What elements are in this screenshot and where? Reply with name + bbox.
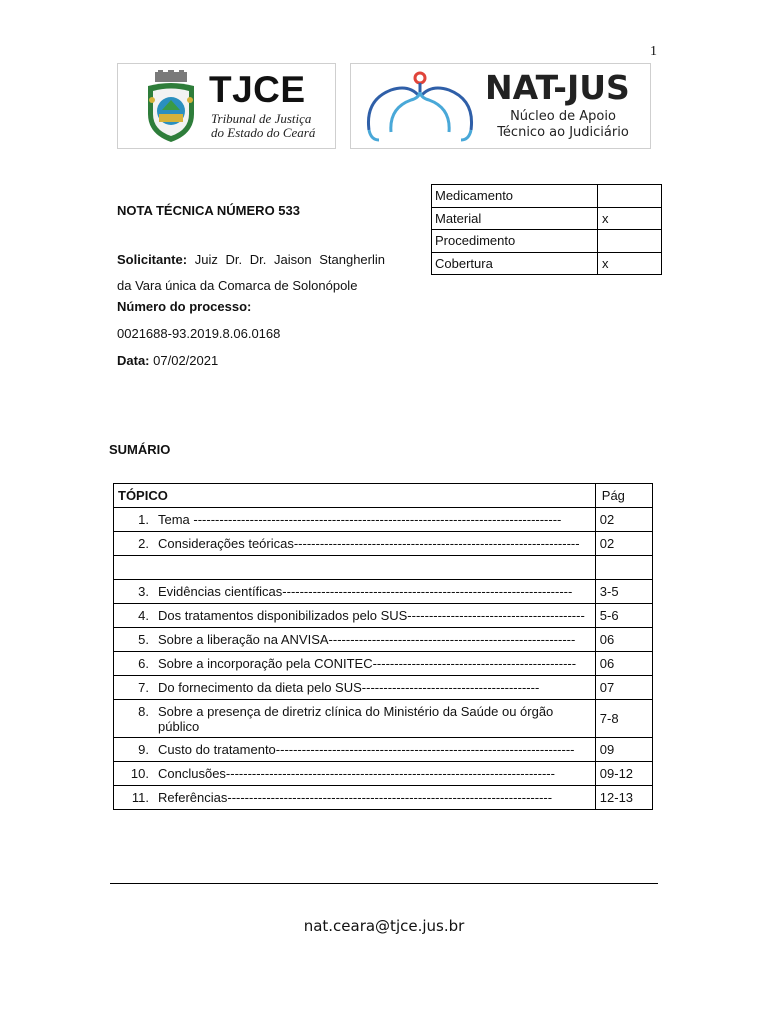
topic-page bbox=[595, 556, 652, 580]
topic-page: 09-12 bbox=[595, 762, 652, 786]
solicitante bbox=[117, 247, 385, 299]
topic-text: Conclusões---------------------------------------------------------------------------- bbox=[158, 766, 555, 781]
document-title: NOTA TÉCNICA NÚMERO 533 bbox=[117, 203, 300, 218]
topic-number: 4. bbox=[138, 608, 149, 623]
sumario-title: SUMÁRIO bbox=[109, 442, 171, 457]
table-row bbox=[114, 604, 653, 628]
category-label: Material bbox=[432, 207, 598, 230]
processo-value: 0021688-93.2019.8.06.0168 bbox=[117, 326, 281, 341]
topic-number: 11. bbox=[131, 790, 149, 805]
table-row bbox=[114, 676, 653, 700]
topic-text: Referências--------------------------------------------------------------------------- bbox=[158, 790, 553, 805]
ceara-coat-of-arms-icon bbox=[142, 70, 200, 144]
tjce-logo-subtitle-1: Tribunal de Justiça bbox=[211, 111, 312, 126]
topic-number: 8. bbox=[138, 703, 149, 719]
processo-label: Número do processo: bbox=[117, 299, 252, 314]
topic-text: Considerações teóricas------------------------------------------------------------------ bbox=[158, 536, 580, 551]
footer-email: nat.ceara@tjce.jus.br bbox=[303, 917, 465, 935]
topic-number: 7. bbox=[138, 680, 149, 695]
tjce-logo-name: TJCE bbox=[209, 69, 306, 110]
topic-page: 5-6 bbox=[595, 604, 652, 628]
topic-text: Custo do tratamento--------------------------------------------------------------------- bbox=[158, 742, 575, 757]
category-mark bbox=[598, 185, 662, 208]
topic-page: 3-5 bbox=[595, 580, 652, 604]
topic-page: 06 bbox=[595, 652, 652, 676]
topic-text: Dos tratamentos disponibilizados pelo SUS----------------------------------------- bbox=[158, 608, 585, 623]
category-label: Medicamento bbox=[432, 185, 598, 208]
stethoscope-icon bbox=[361, 70, 479, 144]
topic-text: Evidências científicas------------------------------------------------------------------- bbox=[158, 584, 573, 599]
date-label: Data: bbox=[117, 353, 150, 368]
topic-text: Sobre a presença de diretriz clínica do Ministério da Saúde ou órgão público bbox=[158, 703, 554, 734]
page-number: 1 bbox=[650, 44, 657, 59]
table-row bbox=[114, 738, 653, 762]
sumario-header-page: Pág bbox=[595, 484, 652, 508]
nat-jus-logo-subtitle-1: Núcleo de Apoio bbox=[510, 109, 616, 124]
category-row bbox=[432, 252, 662, 275]
topic-page: 02 bbox=[595, 508, 652, 532]
category-row bbox=[432, 230, 662, 253]
solicitante-value-1: Juiz Dr. Dr. Jaison Stangherlin bbox=[194, 252, 385, 267]
table-row bbox=[114, 652, 653, 676]
topic-number: 5. bbox=[138, 632, 149, 647]
topic-number: 10. bbox=[130, 766, 149, 781]
topic-number: 3. bbox=[138, 584, 149, 599]
topic-text: Tema ------------------------------------------------------------------------------------- bbox=[158, 512, 562, 527]
category-row bbox=[432, 185, 662, 208]
category-label: Procedimento bbox=[432, 230, 598, 253]
topic-number: 6. bbox=[138, 656, 149, 671]
topic-page: 06 bbox=[595, 628, 652, 652]
solicitante-label: Solicitante: bbox=[117, 252, 188, 267]
tjce-logo-subtitle-2: do Estado do Ceará bbox=[211, 125, 316, 140]
table-row bbox=[114, 762, 653, 786]
category-table bbox=[431, 184, 662, 275]
sumario-header-row bbox=[114, 484, 653, 508]
nat-jus-logo-name: NAT-JUS bbox=[485, 68, 630, 107]
topic-number: 1. bbox=[138, 512, 149, 527]
sumario-header-topic: TÓPICO bbox=[114, 484, 596, 508]
date-value: 07/02/2021 bbox=[153, 353, 219, 368]
document-date bbox=[117, 353, 385, 369]
table-row bbox=[114, 628, 653, 652]
topic-page: 7-8 bbox=[595, 700, 652, 738]
category-mark: x bbox=[598, 252, 662, 275]
topic-text: Sobre a liberação na ANVISA--------------------------------------------------------- bbox=[158, 632, 576, 647]
table-row-empty bbox=[114, 556, 653, 580]
category-label: Cobertura bbox=[432, 252, 598, 275]
nat-jus-logo bbox=[350, 63, 651, 149]
topic-text: Do fornecimento da dieta pelo SUS----------------------------------------- bbox=[158, 680, 540, 695]
table-row bbox=[114, 580, 653, 604]
category-mark bbox=[598, 230, 662, 253]
table-row bbox=[114, 700, 653, 738]
solicitante-line-1 bbox=[117, 247, 385, 273]
sumario-table bbox=[113, 483, 653, 810]
category-row bbox=[432, 207, 662, 230]
table-row bbox=[114, 508, 653, 532]
topic-number: 2. bbox=[138, 536, 149, 551]
topic-number: 9. bbox=[138, 742, 149, 757]
table-row bbox=[114, 786, 653, 810]
tjce-logo bbox=[117, 63, 336, 149]
nat-jus-logo-subtitle-2: Técnico ao Judiciário bbox=[497, 125, 629, 140]
topic-page: 02 bbox=[595, 532, 652, 556]
table-row bbox=[114, 532, 653, 556]
topic-page: 09 bbox=[595, 738, 652, 762]
topic-page: 07 bbox=[595, 676, 652, 700]
topic-page: 12-13 bbox=[595, 786, 652, 810]
category-mark: x bbox=[598, 207, 662, 230]
topic-text: Sobre a incorporação pela CONITEC----------------------------------------------- bbox=[158, 656, 577, 671]
footer-divider bbox=[110, 883, 658, 884]
solicitante-value-2: da Vara única da Comarca de Solonópole bbox=[117, 278, 358, 293]
